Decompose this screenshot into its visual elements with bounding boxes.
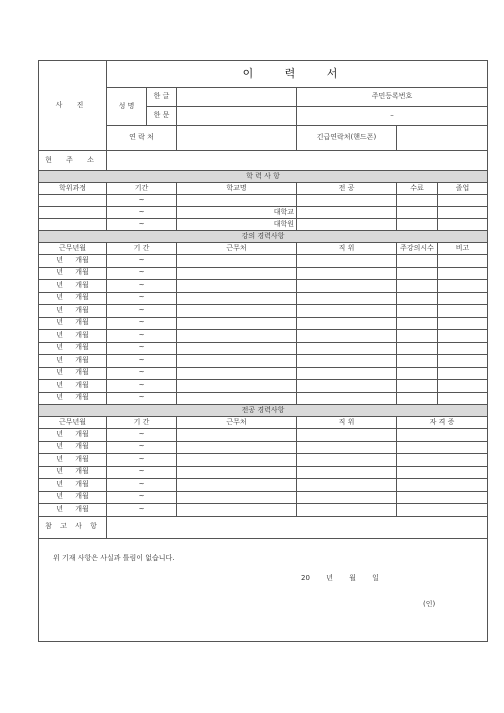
lecture-hours-field[interactable] [397, 292, 438, 305]
table-row [39, 538, 488, 641]
seal-mark: (인) [423, 599, 436, 608]
position-field[interactable] [297, 454, 397, 467]
workplace-field[interactable] [177, 342, 297, 355]
workplace-field[interactable] [177, 441, 297, 454]
workplace-field[interactable] [177, 479, 297, 492]
workplace-field[interactable] [177, 305, 297, 318]
table-row [39, 342, 488, 355]
completed-field[interactable] [397, 219, 438, 231]
table-row [39, 355, 488, 368]
table-row [39, 183, 488, 195]
workplace-field[interactable] [177, 267, 297, 280]
emergency-label: 긴급연락처(핸드폰) [297, 126, 397, 151]
table-row [39, 367, 488, 380]
note-field[interactable] [438, 355, 488, 368]
emergency-field[interactable] [397, 126, 488, 151]
duration-field[interactable]: ~ [107, 317, 177, 330]
table-row [39, 219, 488, 231]
duration-field[interactable]: ~ [107, 441, 177, 454]
declaration-text: 위 기재 사항은 사실과 틀림이 없습니다. [53, 553, 175, 562]
table-row [39, 479, 488, 492]
education-header: 학위과정 [39, 183, 107, 195]
school-field[interactable] [177, 195, 297, 207]
rrn-field[interactable]: – [297, 107, 488, 126]
position-field[interactable] [297, 491, 397, 504]
contact-field[interactable] [177, 126, 297, 151]
work-period-field[interactable]: 년 개월 [39, 280, 107, 293]
work-period-field[interactable]: 년 개월 [39, 367, 107, 380]
resume-body [39, 61, 488, 642]
education-section-title: 학 력 사 항 [39, 171, 488, 183]
hanja-label: 한 문 [147, 107, 177, 126]
work-period-field[interactable]: 년 개월 [39, 355, 107, 368]
table-row [39, 504, 488, 517]
workplace-field[interactable] [177, 392, 297, 405]
work-period-field[interactable]: 년 개월 [39, 491, 107, 504]
reference-label: 참 고 사 항 [39, 516, 107, 538]
position-field[interactable] [297, 380, 397, 393]
major-header: 기 간 [107, 417, 177, 429]
position-field[interactable] [297, 441, 397, 454]
education-header: 전 공 [297, 183, 397, 195]
note-field[interactable] [438, 267, 488, 280]
declaration-cell [39, 538, 488, 641]
lecture-header: 기 간 [107, 243, 177, 255]
table-row [39, 491, 488, 504]
duration-field[interactable]: ~ [107, 367, 177, 380]
workplace-field[interactable] [177, 292, 297, 305]
table-row [39, 305, 488, 318]
lecture-hours-field[interactable] [397, 355, 438, 368]
work-period-field[interactable]: 년 개월 [39, 441, 107, 454]
duration-field[interactable]: ~ [107, 355, 177, 368]
work-period-field[interactable]: 년 개월 [39, 380, 107, 393]
graduated-field[interactable] [438, 195, 488, 207]
lecture-hours-field[interactable] [397, 317, 438, 330]
position-field[interactable] [297, 355, 397, 368]
work-period-field[interactable]: 년 개월 [39, 255, 107, 268]
lecture-hours-field[interactable] [397, 392, 438, 405]
workplace-field[interactable] [177, 255, 297, 268]
photo-cell[interactable]: 사 진 [39, 61, 107, 151]
note-field[interactable] [438, 255, 488, 268]
position-field[interactable] [297, 267, 397, 280]
position-field[interactable] [297, 342, 397, 355]
lecture-hours-field[interactable] [397, 330, 438, 343]
work-period-field[interactable]: 년 개월 [39, 305, 107, 318]
table-row [39, 441, 488, 454]
table-row [39, 255, 488, 268]
reference-field[interactable] [107, 516, 488, 538]
position-field[interactable] [297, 305, 397, 318]
lecture-header: 근무처 [177, 243, 297, 255]
position-field[interactable] [297, 255, 397, 268]
note-field[interactable] [438, 305, 488, 318]
work-period-field[interactable]: 년 개월 [39, 342, 107, 355]
graduated-field[interactable] [438, 219, 488, 231]
table-row [39, 405, 488, 417]
lecture-hours-field[interactable] [397, 305, 438, 318]
degree-field[interactable] [39, 219, 107, 231]
education-header: 졸업 [438, 183, 488, 195]
table-row [39, 417, 488, 429]
certificate-field[interactable] [397, 504, 488, 517]
table-row [39, 429, 488, 442]
position-field[interactable] [297, 392, 397, 405]
lecture-hours-field[interactable] [397, 267, 438, 280]
duration-field[interactable]: ~ [107, 504, 177, 517]
degree-field[interactable] [39, 207, 107, 219]
duration-field[interactable]: ~ [107, 267, 177, 280]
work-period-field[interactable]: 년 개월 [39, 454, 107, 467]
lecture-hours-field[interactable] [397, 280, 438, 293]
work-period-field[interactable]: 년 개월 [39, 429, 107, 442]
table-row [39, 380, 488, 393]
certificate-field[interactable] [397, 491, 488, 504]
degree-field[interactable] [39, 195, 107, 207]
note-field[interactable] [438, 380, 488, 393]
period-field[interactable]: ~ [107, 207, 177, 219]
note-field[interactable] [438, 292, 488, 305]
position-field[interactable] [297, 330, 397, 343]
note-field[interactable] [438, 367, 488, 380]
work-period-field[interactable]: 년 개월 [39, 479, 107, 492]
duration-field[interactable]: ~ [107, 479, 177, 492]
lecture-hours-field[interactable] [397, 342, 438, 355]
table-row [39, 231, 488, 243]
certificate-field[interactable] [397, 479, 488, 492]
resume-form [38, 60, 470, 642]
major-header: 근무처 [177, 417, 297, 429]
address-label: 현 주 소 [39, 151, 107, 171]
position-field[interactable] [297, 317, 397, 330]
workplace-field[interactable] [177, 317, 297, 330]
table-row [39, 267, 488, 280]
table-row [39, 280, 488, 293]
school-field[interactable]: 대학원 [177, 219, 297, 231]
lecture-hours-field[interactable] [397, 380, 438, 393]
lecture-hours-field[interactable] [397, 367, 438, 380]
duration-field[interactable]: ~ [107, 292, 177, 305]
rrn-label: 주민등록번호 [297, 88, 488, 107]
contact-label: 연 락 처 [107, 126, 177, 151]
lecture-header: 비고 [438, 243, 488, 255]
duration-field[interactable]: ~ [107, 454, 177, 467]
lecture-section-title: 강의 경력사항 [39, 231, 488, 243]
education-header: 기간 [107, 183, 177, 195]
duration-field[interactable]: ~ [107, 380, 177, 393]
table-row [39, 317, 488, 330]
name-label: 성 명 [107, 88, 147, 126]
work-period-field[interactable]: 년 개월 [39, 392, 107, 405]
certificate-field[interactable] [397, 441, 488, 454]
duration-field[interactable]: ~ [107, 466, 177, 479]
workplace-field[interactable] [177, 454, 297, 467]
lecture-hours-field[interactable] [397, 255, 438, 268]
table-row [39, 243, 488, 255]
duration-field[interactable]: ~ [107, 280, 177, 293]
education-header: 학교명 [177, 183, 297, 195]
duration-field[interactable]: ~ [107, 330, 177, 343]
workplace-field[interactable] [177, 380, 297, 393]
table-row [39, 195, 488, 207]
hanja-name-field[interactable] [177, 107, 297, 126]
note-field[interactable] [438, 392, 488, 405]
position-field[interactable] [297, 466, 397, 479]
certificate-field[interactable] [397, 466, 488, 479]
major-field[interactable] [297, 219, 397, 231]
work-period-field[interactable]: 년 개월 [39, 292, 107, 305]
major-header: 직 위 [297, 417, 397, 429]
duration-field[interactable]: ~ [107, 429, 177, 442]
major-field[interactable] [297, 195, 397, 207]
table-row [39, 392, 488, 405]
workplace-field[interactable] [177, 429, 297, 442]
page-title: 이 력 서 [107, 61, 488, 88]
korean-name-field[interactable] [177, 88, 297, 107]
resume-table [38, 60, 488, 642]
table-row [39, 454, 488, 467]
graduated-field[interactable] [438, 207, 488, 219]
note-field[interactable] [438, 330, 488, 343]
workplace-field[interactable] [177, 504, 297, 517]
note-field[interactable] [438, 317, 488, 330]
workplace-field[interactable] [177, 491, 297, 504]
position-field[interactable] [297, 280, 397, 293]
certificate-field[interactable] [397, 454, 488, 467]
completed-field[interactable] [397, 195, 438, 207]
workplace-field[interactable] [177, 355, 297, 368]
lecture-header: 직 위 [297, 243, 397, 255]
workplace-field[interactable] [177, 466, 297, 479]
work-period-field[interactable]: 년 개월 [39, 330, 107, 343]
position-field[interactable] [297, 292, 397, 305]
school-field[interactable]: 대학교 [177, 207, 297, 219]
period-field[interactable]: ~ [107, 219, 177, 231]
note-field[interactable] [438, 342, 488, 355]
workplace-field[interactable] [177, 367, 297, 380]
duration-field[interactable]: ~ [107, 491, 177, 504]
note-field[interactable] [438, 280, 488, 293]
period-field[interactable]: ~ [107, 195, 177, 207]
korean-label: 한 글 [147, 88, 177, 107]
work-period-field[interactable]: 년 개월 [39, 504, 107, 517]
work-period-field[interactable]: 년 개월 [39, 466, 107, 479]
duration-field[interactable]: ~ [107, 342, 177, 355]
workplace-field[interactable] [177, 280, 297, 293]
position-field[interactable] [297, 429, 397, 442]
table-row [39, 207, 488, 219]
major-section-title: 전공 경력사항 [39, 405, 488, 417]
position-field[interactable] [297, 504, 397, 517]
address-field[interactable] [107, 151, 488, 171]
duration-field[interactable]: ~ [107, 255, 177, 268]
work-period-field[interactable]: 년 개월 [39, 317, 107, 330]
position-field[interactable] [297, 367, 397, 380]
workplace-field[interactable] [177, 330, 297, 343]
lecture-header: 주강의시수 [397, 243, 438, 255]
duration-field[interactable]: ~ [107, 305, 177, 318]
declaration-date[interactable]: 20 년 월 일 [301, 573, 379, 582]
work-period-field[interactable]: 년 개월 [39, 267, 107, 280]
table-row [39, 516, 488, 538]
major-field[interactable] [297, 207, 397, 219]
position-field[interactable] [297, 479, 397, 492]
duration-field[interactable]: ~ [107, 392, 177, 405]
table-row [39, 466, 488, 479]
table-row [39, 171, 488, 183]
table-row [39, 292, 488, 305]
completed-field[interactable] [397, 207, 438, 219]
certificate-field[interactable] [397, 429, 488, 442]
major-header: 근무년월 [39, 417, 107, 429]
major-header: 자 격 증 [397, 417, 488, 429]
lecture-header: 근무년월 [39, 243, 107, 255]
table-row [39, 330, 488, 343]
education-header: 수료 [397, 183, 438, 195]
